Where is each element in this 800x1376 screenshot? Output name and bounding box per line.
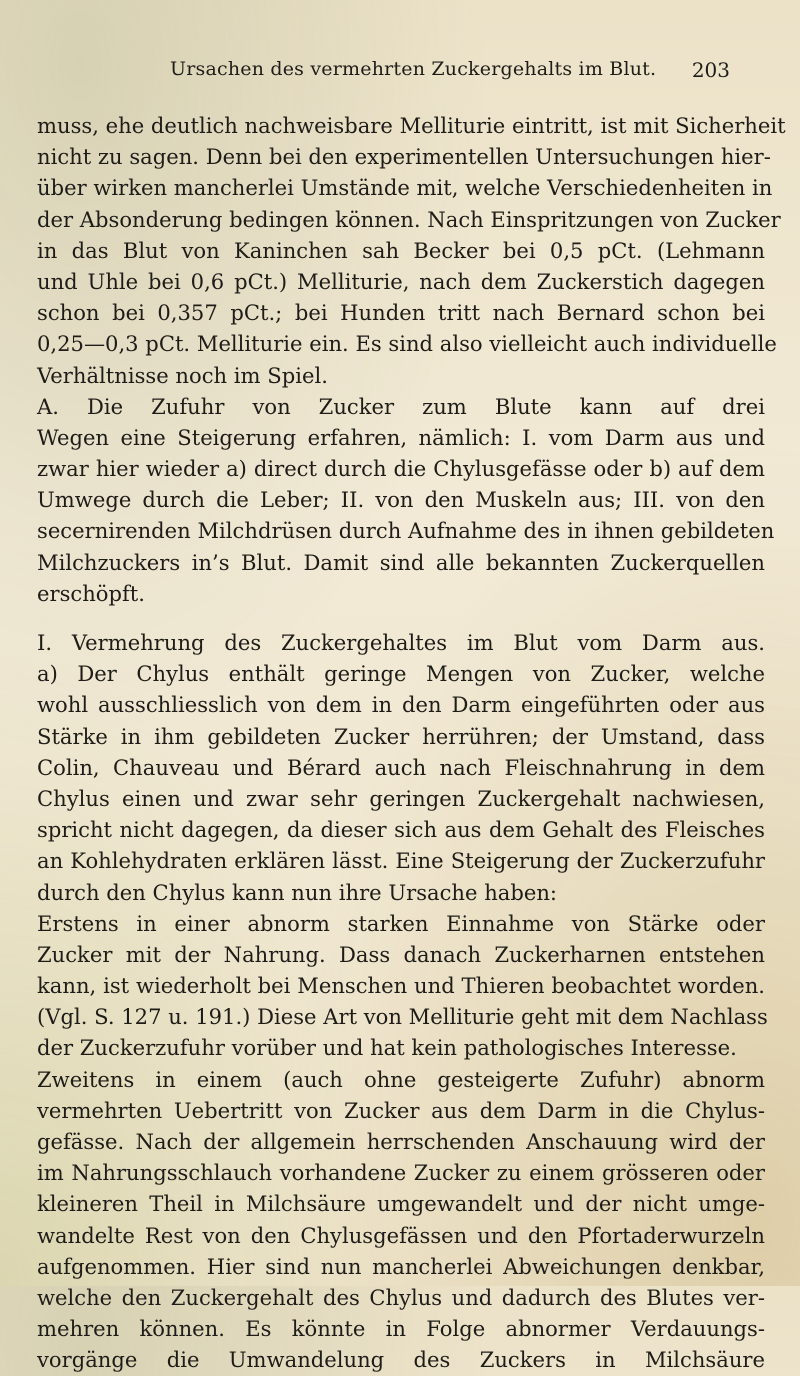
- text-line: (Vgl. S. 127 u. 191.) Diese Art von Melliturie geht mit dem Nachlass: [37, 1004, 768, 1030]
- text-line: Verhältnisse noch im Spiel.: [37, 362, 328, 388]
- text-line: spricht nicht dagegen, da dieser sich aus dem Gehalt des Fleisches: [37, 817, 765, 843]
- text-line: a) Der Chylus enthält geringe Mengen von Zucker, welche: [37, 661, 765, 687]
- text-line: Chylus einen und zwar sehr geringen Zuckergehalt nachwiesen,: [37, 785, 765, 811]
- text-line: Wegen eine Steigerung erfahren, nämlich: I. vom Darm aus und: [37, 424, 765, 450]
- text-line: kann, ist wiederholt bei Menschen und Thieren beobachtet worden.: [37, 973, 765, 999]
- text-line: nicht zu sagen. Denn bei den experimentellen Untersuchungen hier-: [37, 144, 771, 170]
- text-line: Milchzuckers in’s Blut. Damit sind alle bekannten Zuckerquellen: [37, 549, 765, 575]
- text-line: der Zuckerzufuhr vorüber und hat kein pathologisches Interesse.: [37, 1035, 737, 1061]
- page-number: 203: [691, 58, 730, 82]
- text-line: gefässe. Nach der allgemein herrschenden Anschauung wird der: [37, 1129, 765, 1154]
- text-line: vorgänge die Umwandelung des Zuckers in Milchsäure: [37, 1347, 765, 1373]
- text-line: Erstens in einer abnorm starken Einnahme von Stärke oder: [37, 910, 765, 936]
- text-line: wohl ausschliesslich von dem in den Darm eingeführten oder aus: [37, 692, 765, 718]
- text-line: muss, ehe deutlich nachweisbare Melliturie eintritt, ist mit Sicherheit: [37, 113, 786, 138]
- text-line: mehren können. Es könnte in Folge abnormer Verdauungs-: [37, 1316, 765, 1342]
- section-heading: I. Vermehrung des Zuckergehaltes im Blut vom Darm aus.: [37, 630, 765, 655]
- text-line: und Uhle bei 0,6 pCt.) Melliturie, nach dem Zuckerstich dagegen: [37, 268, 765, 294]
- text-line: Stärke in ihm gebildeten Zucker herrühren; der Umstand, dass: [37, 723, 765, 749]
- text-line: A. Die Zufuhr von Zucker zum Blute kann auf drei: [37, 393, 765, 419]
- text-line: an Kohlehydraten erklären lässt. Eine Steigerung der Zuckerzufuhr: [37, 848, 765, 874]
- text-line: aufgenommen. Hier sind nun mancherlei Abweichungen denkbar,: [37, 1253, 765, 1279]
- text-line: schon bei 0,357 pCt.; bei Hunden tritt nach Bernard schon bei: [37, 300, 765, 326]
- text-line: 0,25—0,3 pCt. Melliturie ein. Es sind also vielleicht auch individuelle: [37, 331, 777, 357]
- running-head: Ursachen des vermehrten Zuckergehalts im Blut.: [170, 58, 657, 80]
- text-line: Colin, Chauveau und Bérard auch nach Fleischnahrung in dem: [37, 754, 765, 780]
- text-line: erschöpft.: [37, 580, 145, 606]
- text-line: Zweitens in einem (auch ohne gesteigerte Zufuhr) abnorm: [37, 1066, 765, 1092]
- text-line: vermehrten Uebertritt von Zucker aus dem Darm in die Chylus-: [37, 1097, 765, 1123]
- text-line: durch den Chylus kann nun ihre Ursache haben:: [37, 879, 558, 905]
- text-line: der Absonderung bedingen können. Nach Einspritzungen von Zucker: [37, 206, 781, 232]
- text-line: wandelte Rest von den Chylusgefässen und den Pfortaderwurzeln: [37, 1222, 765, 1248]
- text-line: welche den Zuckergehalt des Chylus und dadurch des Blutes ver-: [37, 1284, 765, 1310]
- text-line: kleineren Theil in Milchsäure umgewandelt und der nicht umge-: [37, 1191, 765, 1217]
- text-line: zwar hier wieder a) direct durch die Chylusgefässe oder b) auf dem: [37, 456, 765, 482]
- text-line: Zucker mit der Nahrung. Dass danach Zuckerharnen entstehen: [37, 941, 765, 967]
- text-line: in das Blut von Kaninchen sah Becker bei 0,5 pCt. (Lehmann: [37, 237, 765, 263]
- text-line: über wirken mancherlei Umstände mit, welche Verschiedenheiten in: [37, 175, 773, 201]
- text-line: im Nahrungsschlauch vorhandene Zucker zu einem grösseren oder: [37, 1160, 765, 1186]
- body-text: [37, 110, 786, 1376]
- text-line: Umwege durch die Leber; II. von den Muskeln aus; III. von den: [37, 487, 765, 513]
- text-line: secernirenden Milchdrüsen durch Aufnahme des in ihnen gebildeten: [37, 518, 775, 544]
